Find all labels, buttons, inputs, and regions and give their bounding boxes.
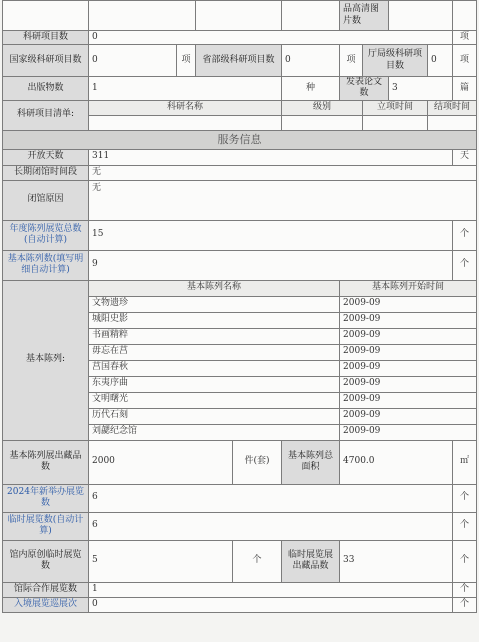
new-exhibit-value[interactable]: 6 bbox=[89, 484, 453, 512]
research-end-cell[interactable] bbox=[428, 115, 477, 130]
blank-cell bbox=[89, 1, 196, 31]
blank-cell bbox=[389, 1, 453, 31]
coop-label: 馆际合作展览数 bbox=[3, 582, 89, 597]
new-exhibit-label: 2024年新举办展览数 bbox=[3, 484, 89, 512]
blank-cell bbox=[196, 1, 282, 31]
bureau-research-value[interactable]: 0 bbox=[428, 45, 453, 77]
basic-exhibit-start-header: 基本陈列开始时间 bbox=[340, 280, 477, 296]
exhibit-start[interactable]: 2009-09 bbox=[340, 376, 477, 392]
museum-annual-report-table bbox=[2, 0, 477, 613]
research-count-row bbox=[3, 31, 477, 45]
research-level-cell[interactable] bbox=[282, 115, 363, 130]
exhibit-start[interactable]: 2009-09 bbox=[340, 392, 477, 408]
original-temp-row bbox=[3, 540, 477, 582]
provincial-research-value[interactable]: 0 bbox=[282, 45, 340, 77]
coop-row bbox=[3, 582, 477, 597]
original-temp-unit: 个 bbox=[233, 540, 282, 582]
research-count-value[interactable]: 0 bbox=[89, 31, 453, 45]
research-name-header: 科研名称 bbox=[89, 100, 282, 115]
exhibit-name[interactable]: 书画精粹 bbox=[89, 328, 340, 344]
closed-reason-row bbox=[3, 180, 477, 220]
closed-period-row bbox=[3, 165, 477, 180]
inbound-row bbox=[3, 597, 477, 612]
exhibit-name[interactable]: 历代石刻 bbox=[89, 408, 340, 424]
temp-items-unit: 个 bbox=[453, 540, 477, 582]
temp-items-label: 临时展览展出藏品数 bbox=[282, 540, 340, 582]
papers-value[interactable]: 3 bbox=[389, 77, 453, 101]
closed-period-value[interactable]: 无 bbox=[89, 165, 477, 180]
basic-count-value[interactable]: 9 bbox=[89, 250, 453, 280]
research-count-label: 科研项目数 bbox=[3, 31, 89, 45]
annual-total-value[interactable]: 15 bbox=[89, 220, 453, 250]
inbound-value[interactable]: 0 bbox=[89, 597, 453, 612]
exhibit-start[interactable]: 2009-09 bbox=[340, 360, 477, 376]
inbound-label: 入境展览巡展次 bbox=[3, 597, 89, 612]
temp-exhibit-label: 临时展览数(自动计算) bbox=[3, 512, 89, 540]
exhibit-start[interactable]: 2009-09 bbox=[340, 408, 477, 424]
exhibit-name[interactable]: 东夷序曲 bbox=[89, 376, 340, 392]
collection-area-row bbox=[3, 440, 477, 484]
original-temp-value[interactable]: 5 bbox=[89, 540, 233, 582]
service-section-title: 服务信息 bbox=[3, 130, 477, 149]
research-end-header: 结项时间 bbox=[428, 100, 477, 115]
research-level-header: 级别 bbox=[282, 100, 363, 115]
papers-unit: 篇 bbox=[453, 77, 477, 101]
collection-count-unit: 件(套) bbox=[233, 440, 282, 484]
basic-count-row bbox=[3, 250, 477, 280]
inbound-unit: 个 bbox=[453, 597, 477, 612]
national-research-unit: 项 bbox=[177, 45, 196, 77]
exhibit-start[interactable]: 2009-09 bbox=[340, 328, 477, 344]
annual-total-unit: 个 bbox=[453, 220, 477, 250]
blank-cell bbox=[453, 1, 477, 31]
open-days-row bbox=[3, 149, 477, 165]
new-exhibit-row bbox=[3, 484, 477, 512]
exhibit-start[interactable]: 2009-09 bbox=[340, 344, 477, 360]
open-days-value[interactable]: 311 bbox=[89, 149, 453, 165]
basic-exhibit-name-header: 基本陈列名称 bbox=[89, 280, 340, 296]
national-research-value[interactable]: 0 bbox=[89, 45, 177, 77]
blank-cell bbox=[3, 1, 89, 31]
research-name-cell[interactable] bbox=[89, 115, 282, 130]
collection-count-label: 基本陈列展出藏品数 bbox=[3, 440, 89, 484]
provincial-research-unit: 项 bbox=[340, 45, 363, 77]
collection-count-value[interactable]: 2000 bbox=[89, 440, 233, 484]
research-start-cell[interactable] bbox=[363, 115, 428, 130]
research-list-label: 科研项目清单: bbox=[3, 100, 89, 130]
exhibit-start[interactable]: 2009-09 bbox=[340, 296, 477, 312]
basic-exhibit-header-row bbox=[3, 280, 477, 296]
exhibit-start[interactable]: 2009-09 bbox=[340, 312, 477, 328]
coop-unit: 个 bbox=[453, 582, 477, 597]
research-list-header-row bbox=[3, 100, 477, 115]
publication-row bbox=[3, 77, 477, 101]
papers-label: 发表论文数 bbox=[340, 77, 389, 101]
closed-reason-label: 闭馆原因 bbox=[3, 180, 89, 220]
top-partial-row bbox=[3, 1, 477, 31]
bureau-research-label: 厅局级科研项目数 bbox=[363, 45, 428, 77]
basic-count-label: 基本陈列数(填写明细自动计算) bbox=[3, 250, 89, 280]
hd-image-count-label: 品高清图片数 bbox=[340, 1, 389, 31]
exhibit-name[interactable]: 毋忘在莒 bbox=[89, 344, 340, 360]
research-level-row bbox=[3, 45, 477, 77]
temp-exhibit-value[interactable]: 6 bbox=[89, 512, 453, 540]
original-temp-label: 馆内原创临时展览数 bbox=[3, 540, 89, 582]
national-research-label: 国家级科研项目数 bbox=[3, 45, 89, 77]
exhibit-name[interactable]: 文明曙光 bbox=[89, 392, 340, 408]
exhibit-name[interactable]: 刘勰纪念馆 bbox=[89, 424, 340, 440]
temp-items-value[interactable]: 33 bbox=[340, 540, 453, 582]
open-days-unit: 天 bbox=[453, 149, 477, 165]
basic-count-unit: 个 bbox=[453, 250, 477, 280]
closed-reason-value[interactable]: 无 bbox=[89, 180, 477, 220]
publications-unit: 种 bbox=[282, 77, 340, 101]
basic-exhibit-label: 基本陈列: bbox=[3, 280, 89, 440]
research-start-header: 立项时间 bbox=[363, 100, 428, 115]
new-exhibit-unit: 个 bbox=[453, 484, 477, 512]
annual-total-row bbox=[3, 220, 477, 250]
bureau-research-unit: 项 bbox=[453, 45, 477, 77]
temp-exhibit-row bbox=[3, 512, 477, 540]
temp-exhibit-unit: 个 bbox=[453, 512, 477, 540]
publications-label: 出版物数 bbox=[3, 77, 89, 101]
area-label: 基本陈列总面积 bbox=[282, 440, 340, 484]
annual-total-label: 年度陈列展览总数(自动计算) bbox=[3, 220, 89, 250]
publications-value[interactable]: 1 bbox=[89, 77, 282, 101]
exhibit-name[interactable]: 城阳史影 bbox=[89, 312, 340, 328]
area-unit: ㎡ bbox=[453, 440, 477, 484]
area-value[interactable]: 4700.0 bbox=[340, 440, 453, 484]
coop-value[interactable]: 1 bbox=[89, 582, 453, 597]
exhibit-name[interactable]: 文物遗珍 bbox=[89, 296, 340, 312]
closed-period-label: 长期闭馆时间段 bbox=[3, 165, 89, 180]
service-section-row bbox=[3, 130, 477, 149]
research-count-unit: 项 bbox=[453, 31, 477, 45]
exhibit-name[interactable]: 莒国春秋 bbox=[89, 360, 340, 376]
blank-cell bbox=[282, 1, 340, 31]
exhibit-start[interactable]: 2009-09 bbox=[340, 424, 477, 440]
open-days-label: 开放天数 bbox=[3, 149, 89, 165]
provincial-research-label: 省部级科研项目数 bbox=[196, 45, 282, 77]
